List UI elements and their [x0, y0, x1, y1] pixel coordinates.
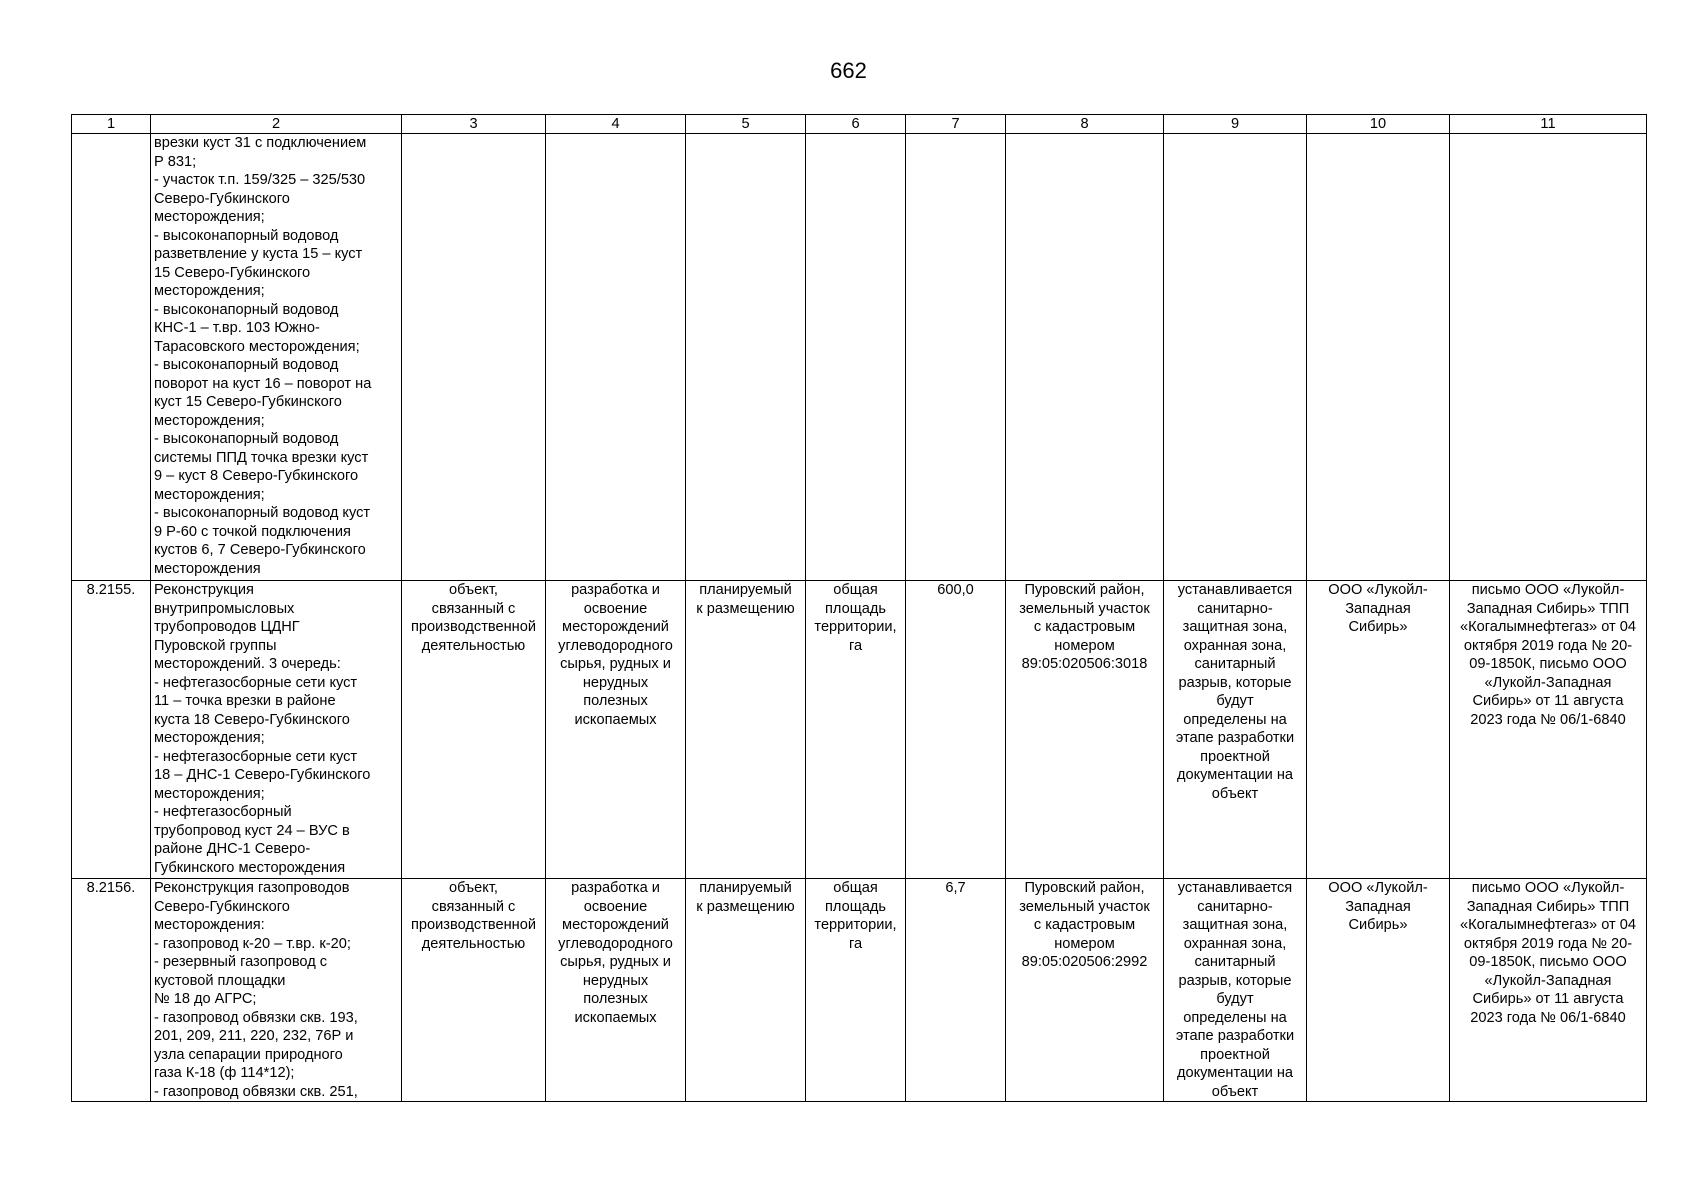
cell-line: Сибирь» от 11 августа	[1472, 991, 1624, 1007]
cell-line: с кадастровым	[1033, 619, 1136, 635]
cell-line: общая	[833, 582, 878, 598]
cell-line: 09-1850К, письмо ООО	[1469, 954, 1627, 970]
cell-line: письмо ООО «Лукойл-	[1471, 582, 1625, 598]
characteristic-cell	[806, 581, 906, 879]
table-row	[72, 134, 1647, 581]
column-header: 4	[546, 115, 686, 134]
table-row	[72, 581, 1647, 879]
column-header: 7	[906, 115, 1006, 134]
cell-line: Губкинского месторождения	[154, 859, 346, 876]
cell-line: Сибирь»	[1348, 619, 1408, 635]
cell-line: районе ДНС-1 Северо-	[154, 841, 311, 857]
cell-line: месторождения	[154, 560, 261, 577]
cell-line: - высоконапорный водовод куст	[154, 505, 371, 521]
cell-line: 9 Р-60 с точкой подключения	[154, 523, 351, 540]
basis-cell	[1450, 581, 1647, 879]
cell-line: производственной	[411, 917, 536, 933]
cell-line: месторождения;	[154, 730, 265, 746]
cell-line: деятельностью	[421, 637, 526, 654]
owner-cell	[1307, 581, 1450, 879]
object-type-cell	[402, 879, 546, 1102]
cell-line: октября 2019 года № 20-	[1463, 637, 1633, 654]
cell-line: будут	[1216, 991, 1254, 1007]
object-type-cell	[402, 581, 546, 879]
cell-line: проектной	[1200, 1046, 1270, 1063]
zone-cell	[1164, 134, 1307, 581]
cell-line: - нефтегазосборные сети куст	[154, 748, 358, 765]
cell-line: разработка и	[571, 880, 660, 896]
cell-line: «Лукойл-Западная	[1484, 972, 1612, 989]
cell-line: документации на	[1176, 767, 1294, 783]
cell-line: Реконструкция газопроводов	[154, 880, 350, 896]
cell-line: 18 – ДНС-1 Северо-Губкинского	[154, 767, 371, 783]
cell-line: 6,7	[945, 880, 966, 896]
cell-line: полезных	[583, 693, 648, 709]
cell-line: 89:05:020506:3018	[1021, 656, 1148, 672]
cell-line: Р 831;	[154, 153, 197, 170]
characteristic-cell	[806, 134, 906, 581]
cell-line: Пуровской группы	[154, 637, 277, 654]
cell-line: куста 18 Северо-Губкинского	[154, 711, 350, 728]
cell-line: объект,	[449, 880, 498, 896]
cell-line: объект,	[449, 582, 498, 598]
cell-line: определены на	[1183, 711, 1287, 728]
cell-line: врезки куст 31 с подключением	[154, 135, 367, 151]
cell-line: разветвление у куста 15 – куст	[154, 246, 363, 262]
cell-line: к размещению	[696, 600, 795, 617]
cell-line: кустовой площадки	[154, 972, 286, 989]
cell-line: устанавливается	[1177, 880, 1293, 896]
cell-line: 2023 года № 06/1-6840	[1470, 711, 1626, 728]
cell-line: поворот на куст 16 – поворот на	[154, 375, 372, 392]
cell-line: «Когалымнефтегаз» от 04	[1460, 619, 1636, 635]
cell-line: «Лукойл-Западная	[1484, 674, 1612, 691]
purpose-cell	[546, 581, 686, 879]
cell-line: с кадастровым	[1033, 917, 1136, 933]
cell-line: кустов 6, 7 Северо-Губкинского	[154, 542, 366, 558]
cell-line: - газопровод обвязки скв. 193,	[154, 1009, 358, 1026]
cell-line: освоение	[583, 600, 648, 617]
cell-line: месторождения;	[154, 412, 265, 429]
purpose-cell	[546, 134, 686, 581]
area-value-cell	[906, 581, 1006, 879]
cell-line: ископаемых	[574, 711, 657, 728]
cell-line: территории,	[814, 917, 897, 933]
status-cell	[686, 134, 806, 581]
cell-line: разрыв, которые	[1178, 972, 1292, 989]
cell-line: 15 Северо-Губкинского	[154, 264, 311, 281]
cell-line: документации на	[1176, 1065, 1294, 1081]
table-row	[72, 879, 1647, 1102]
cell-line: месторождений	[562, 619, 669, 635]
basis-cell	[1450, 879, 1647, 1102]
cell-line: объект	[1211, 785, 1259, 802]
cell-line: планируемый	[699, 880, 792, 896]
register-table	[71, 114, 1647, 1102]
cell-line: 600,0	[937, 582, 974, 598]
cell-line: охранная зона,	[1183, 935, 1287, 952]
column-header: 5	[686, 115, 806, 134]
page-number: 662	[830, 58, 867, 83]
cell-line: номером	[1054, 935, 1115, 952]
cell-line: территории,	[814, 619, 897, 635]
cell-line: сырья, рудных и	[560, 656, 671, 672]
cell-line: КНС-1 – т.вр. 103 Южно-	[154, 320, 320, 336]
cell-line: Пуровский район,	[1024, 582, 1145, 598]
column-header: 3	[402, 115, 546, 134]
cell-line: нерудных	[582, 674, 649, 691]
characteristic-cell	[806, 879, 906, 1102]
cell-line: санитарный	[1194, 954, 1276, 970]
cell-line: - газопровод обвязки скв. 251,	[154, 1083, 358, 1100]
cell-line: Западная	[1345, 898, 1411, 915]
cell-line: связанный с	[431, 898, 516, 915]
zone-cell	[1164, 581, 1307, 879]
cell-line: - участок т.п. 159/325 – 325/530	[154, 172, 366, 188]
zone-cell	[1164, 879, 1307, 1102]
cell-line: внутрипромысловых	[154, 600, 295, 617]
cell-line: будут	[1216, 693, 1254, 709]
cell-line: месторождения;	[154, 785, 265, 802]
cell-line: санитарный	[1194, 656, 1276, 672]
cell-line: - высоконапорный водовод	[154, 301, 339, 318]
cell-line: объект	[1211, 1083, 1259, 1100]
cell-line: - высоконапорный водовод	[154, 431, 339, 447]
cell-line: 9 – куст 8 Северо-Губкинского	[154, 468, 359, 484]
cell-line: 89:05:020506:2992	[1021, 954, 1148, 970]
cell-line: 201, 209, 211, 220, 232, 76Р и	[154, 1028, 354, 1044]
cell-line: - газопровод к-20 – т.вр. к-20;	[154, 935, 351, 952]
cell-line: нерудных	[582, 972, 649, 989]
cell-line: площадь	[825, 898, 886, 915]
cell-line: га	[848, 935, 863, 952]
cell-line: сырья, рудных и	[560, 954, 671, 970]
cell-line: связанный с	[431, 600, 516, 617]
object-name-cell	[151, 879, 402, 1102]
cell-line: углеводородного	[558, 935, 673, 952]
cell-line: Западная	[1345, 600, 1411, 617]
location-cell	[1006, 134, 1164, 581]
cell-line: площадь	[825, 600, 886, 617]
object-type-cell	[402, 134, 546, 581]
owner-cell	[1307, 134, 1450, 581]
header-row	[72, 115, 1647, 134]
cell-line: Пуровский район,	[1024, 880, 1145, 896]
cell-line: Сибирь» от 11 августа	[1472, 693, 1624, 709]
object-name-cell	[151, 134, 402, 581]
cell-line: номером	[1054, 637, 1115, 654]
cell-line: устанавливается	[1177, 582, 1293, 598]
basis-cell	[1450, 134, 1647, 581]
cell-line: системы ППД точка врезки куст	[154, 449, 369, 466]
cell-line: земельный участок	[1019, 898, 1150, 915]
cell-line: проектной	[1200, 748, 1270, 765]
cell-line: га	[848, 637, 863, 654]
cell-line: общая	[833, 880, 878, 896]
cell-line: ископаемых	[574, 1009, 657, 1026]
cell-line: определены на	[1183, 1009, 1287, 1026]
cell-line: санитарно-	[1197, 898, 1273, 915]
area-value-cell	[906, 879, 1006, 1102]
row-number	[72, 134, 151, 581]
column-header: 8	[1006, 115, 1164, 134]
cell-line: октября 2019 года № 20-	[1463, 935, 1633, 952]
cell-line: «Когалымнефтегаз» от 04	[1460, 917, 1636, 933]
cell-line: - высоконапорный водовод	[154, 227, 339, 244]
cell-line: Северо-Губкинского	[154, 898, 290, 915]
status-cell	[686, 581, 806, 879]
cell-line: разработка и	[571, 582, 660, 598]
column-header: 10	[1307, 115, 1450, 134]
area-value-cell	[906, 134, 1006, 581]
cell-line: охранная зона,	[1183, 637, 1287, 654]
cell-line: трубопроводов ЦДНГ	[154, 619, 300, 635]
object-name-cell	[151, 581, 402, 879]
cell-line: - высоконапорный водовод	[154, 357, 339, 373]
cell-line: ООО «Лукойл-	[1328, 880, 1428, 896]
cell-line: куст 15 Северо-Губкинского	[154, 394, 342, 410]
cell-line: разрыв, которые	[1178, 674, 1292, 691]
cell-line: земельный участок	[1019, 600, 1150, 617]
cell-line: полезных	[583, 991, 648, 1007]
cell-line: 2023 года № 06/1-6840	[1470, 1009, 1626, 1026]
cell-line: газа К-18 (ф 114*12);	[154, 1065, 295, 1081]
cell-line: защитная зона,	[1182, 917, 1288, 933]
cell-line: планируемый	[699, 582, 792, 598]
column-header: 2	[151, 115, 402, 134]
cell-line: трубопровод куст 24 – ВУС в	[154, 822, 350, 839]
cell-line: деятельностью	[421, 935, 526, 952]
location-cell	[1006, 581, 1164, 879]
cell-line: - резервный газопровод с	[154, 954, 328, 970]
cell-line: - нефтегазосборные сети куст	[154, 674, 358, 691]
column-header: 1	[72, 115, 151, 134]
cell-line: 11 – точка врезки в районе	[154, 693, 336, 709]
cell-line: Западная Сибирь» ТПП	[1466, 600, 1630, 617]
cell-line: ООО «Лукойл-	[1328, 582, 1428, 598]
cell-line: Реконструкция	[154, 582, 254, 598]
cell-line: производственной	[411, 619, 536, 635]
cell-line: защитная зона,	[1182, 619, 1288, 635]
cell-line: месторождений	[562, 917, 669, 933]
cell-line: 09-1850К, письмо ООО	[1469, 656, 1627, 672]
cell-line: узла сепарации природного	[154, 1046, 343, 1063]
column-header: 11	[1450, 115, 1647, 134]
column-header: 6	[806, 115, 906, 134]
owner-cell	[1307, 879, 1450, 1102]
purpose-cell	[546, 879, 686, 1102]
cell-line: месторождения;	[154, 486, 265, 503]
cell-line: письмо ООО «Лукойл-	[1471, 880, 1625, 896]
cell-line: Тарасовского месторождения;	[154, 338, 360, 355]
cell-line: этапе разработки	[1175, 1028, 1295, 1044]
cell-line: месторождения:	[154, 917, 265, 933]
cell-line: к размещению	[696, 898, 795, 915]
cell-line: Сибирь»	[1348, 917, 1408, 933]
cell-line: санитарно-	[1197, 600, 1273, 617]
cell-line: Северо-Губкинского	[154, 190, 290, 207]
cell-line: месторождений. 3 очередь:	[154, 656, 341, 672]
cell-line: месторождения;	[154, 283, 265, 299]
cell-line: - нефтегазосборный	[154, 804, 292, 820]
location-cell	[1006, 879, 1164, 1102]
column-header: 9	[1164, 115, 1307, 134]
cell-line: этапе разработки	[1175, 730, 1295, 746]
cell-line: углеводородного	[558, 637, 673, 654]
cell-line: месторождения;	[154, 209, 265, 225]
status-cell	[686, 879, 806, 1102]
cell-line: № 18 до АГРС;	[154, 991, 257, 1007]
row-number: 8.2155.	[72, 581, 151, 879]
cell-line: Западная Сибирь» ТПП	[1466, 898, 1630, 915]
row-number: 8.2156.	[72, 879, 151, 1102]
cell-line: освоение	[583, 898, 648, 915]
